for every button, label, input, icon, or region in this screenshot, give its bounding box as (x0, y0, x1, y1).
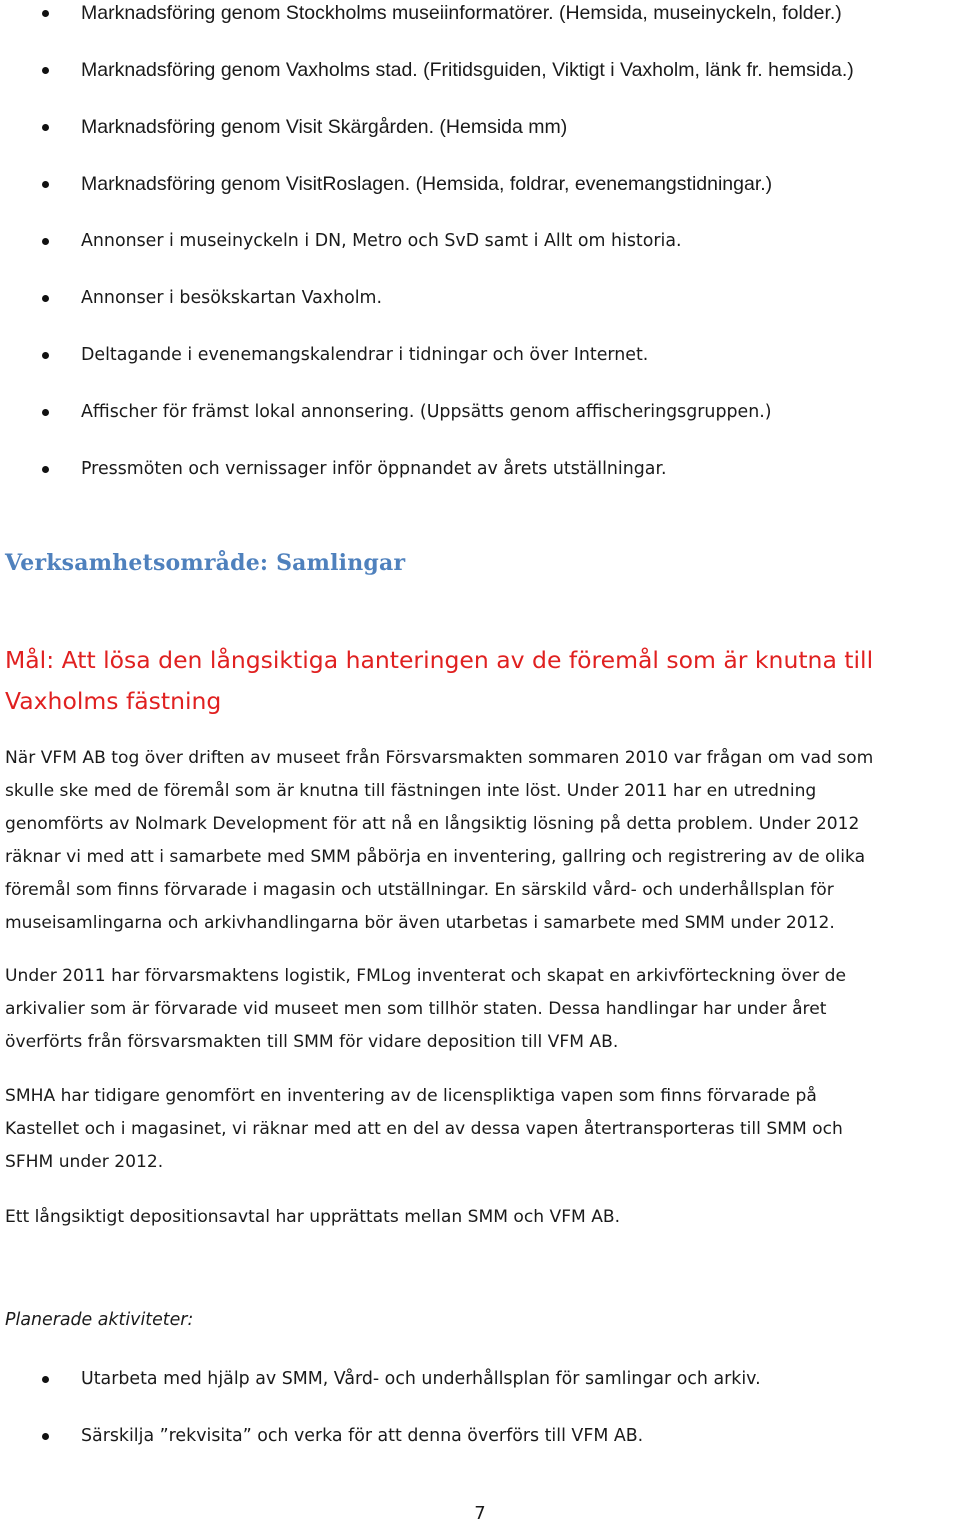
bullet-icon (42, 295, 49, 302)
list-item (0, 114, 960, 171)
marketing-bullet-list (0, 0, 960, 513)
list-item (0, 1423, 960, 1480)
list-item-text: Marknadsföring genom Vaxholms stad. (Fritidsguiden, Viktigt i Vaxholm, länk fr. hemsida.) (81, 59, 854, 81)
list-item-text: Marknadsföring genom Visit Skärgården. (Hemsida mm) (81, 116, 568, 138)
bullet-icon (42, 1433, 49, 1440)
list-item (0, 456, 960, 513)
list-item-text: Särskilja ”rekvisita” och verka för att denna överförs till VFM AB. (81, 1426, 644, 1446)
text-line: SFHM under 2012. (5, 1152, 164, 1172)
list-item-text: Marknadsföring genom VisitRoslagen. (Hemsida, foldrar, evenemangstidningar.) (81, 173, 773, 195)
list-item (0, 57, 960, 114)
list-item-text: Affischer för främst lokal annonsering. (Uppsätts genom affischeringsgruppen.) (81, 402, 772, 422)
text-line: Kastellet och i magasinet, vi räknar med att en del av dessa vapen återtransporteras till SMM och (5, 1119, 843, 1139)
list-item-text: Annonser i besökskartan Vaxholm. (81, 288, 383, 308)
page-number: 7 (474, 1503, 486, 1524)
text-line: föremål som finns förvarade i magasin och utställningar. En särskild vård- och underhållsplan för (5, 880, 834, 900)
text-line: överförts från försvarsmakten till SMM för vidare deposition till VFM AB. (5, 1032, 619, 1052)
list-item-text: Pressmöten och vernissager inför öppnandet av årets utställningar. (81, 459, 667, 479)
text-line: När VFM AB tog över driften av museet från Försvarsmakten sommaren 2010 var frågan om vad som (5, 748, 874, 768)
text-line: genomförts av Nolmark Development för att nå en långsiktig lösning på detta problem. Under 2012 (5, 814, 860, 834)
list-item-text: Utarbeta med hjälp av SMM, Vård- och underhållsplan för samlingar och arkiv. (81, 1369, 761, 1389)
bullet-icon (42, 67, 49, 74)
list-item (0, 228, 960, 285)
list-item (0, 171, 960, 228)
goal-heading: Mål: Att lösa den långsiktiga hanteringen av de föremål som är knutna till Vaxholms fästning (5, 646, 874, 715)
bullet-icon (42, 466, 49, 473)
list-item (0, 0, 960, 57)
list-item-text: Deltagande i evenemangskalendrar i tidningar och över Internet. (81, 345, 649, 365)
bullet-icon (42, 10, 49, 17)
paragraph-archive (5, 960, 960, 1059)
text-line: skulle ske med de föremål som är knutna till fästningen inte löst. Under 2011 har en utredning (5, 781, 817, 801)
text-line: räknar vi med att i samarbete med SMM påbörja en inventering, gallring och registrering av de olika (5, 847, 866, 867)
bullet-icon (42, 1376, 49, 1383)
list-item (0, 1366, 960, 1423)
bullet-icon (42, 181, 49, 188)
bullet-icon (42, 352, 49, 359)
text-line: Under 2011 har förvarsmaktens logistik, FMLog inventerat och skapat en arkivförteckning över de (5, 966, 846, 986)
bullet-icon (42, 238, 49, 245)
section-heading: Verksamhetsområde: Samlingar (5, 550, 406, 576)
planned-activities-list (0, 1366, 960, 1480)
bullet-icon (42, 124, 49, 131)
paragraph-agreement (5, 1201, 960, 1234)
paragraph-collections (5, 742, 960, 940)
list-item (0, 342, 960, 399)
list-item (0, 399, 960, 456)
text-line: museisamlingarna och arkivhandlingarna bör även utarbetas i samarbete med SMM under 2012. (5, 913, 835, 933)
bullet-icon (42, 409, 49, 416)
text-line: arkivalier som är förvarade vid museet men som tillhör staten. Dessa handlingar har under året (5, 999, 827, 1019)
text-line: Ett långsiktigt depositionsavtal har upprättats mellan SMM och VFM AB. (5, 1207, 621, 1227)
paragraph-weapons (5, 1080, 960, 1179)
list-item-text: Marknadsföring genom Stockholms museiinformatörer. (Hemsida, museinyckeln, folder.) (81, 2, 842, 24)
planned-activities-heading: Planerade aktiviteter: (5, 1310, 194, 1330)
list-item-text: Annonser i museinyckeln i DN, Metro och SvD samt i Allt om historia. (81, 231, 682, 251)
list-item (0, 285, 960, 342)
text-line: SMHA har tidigare genomfört en inventering av de licenspliktiga vapen som finns förvarade på (5, 1086, 817, 1106)
